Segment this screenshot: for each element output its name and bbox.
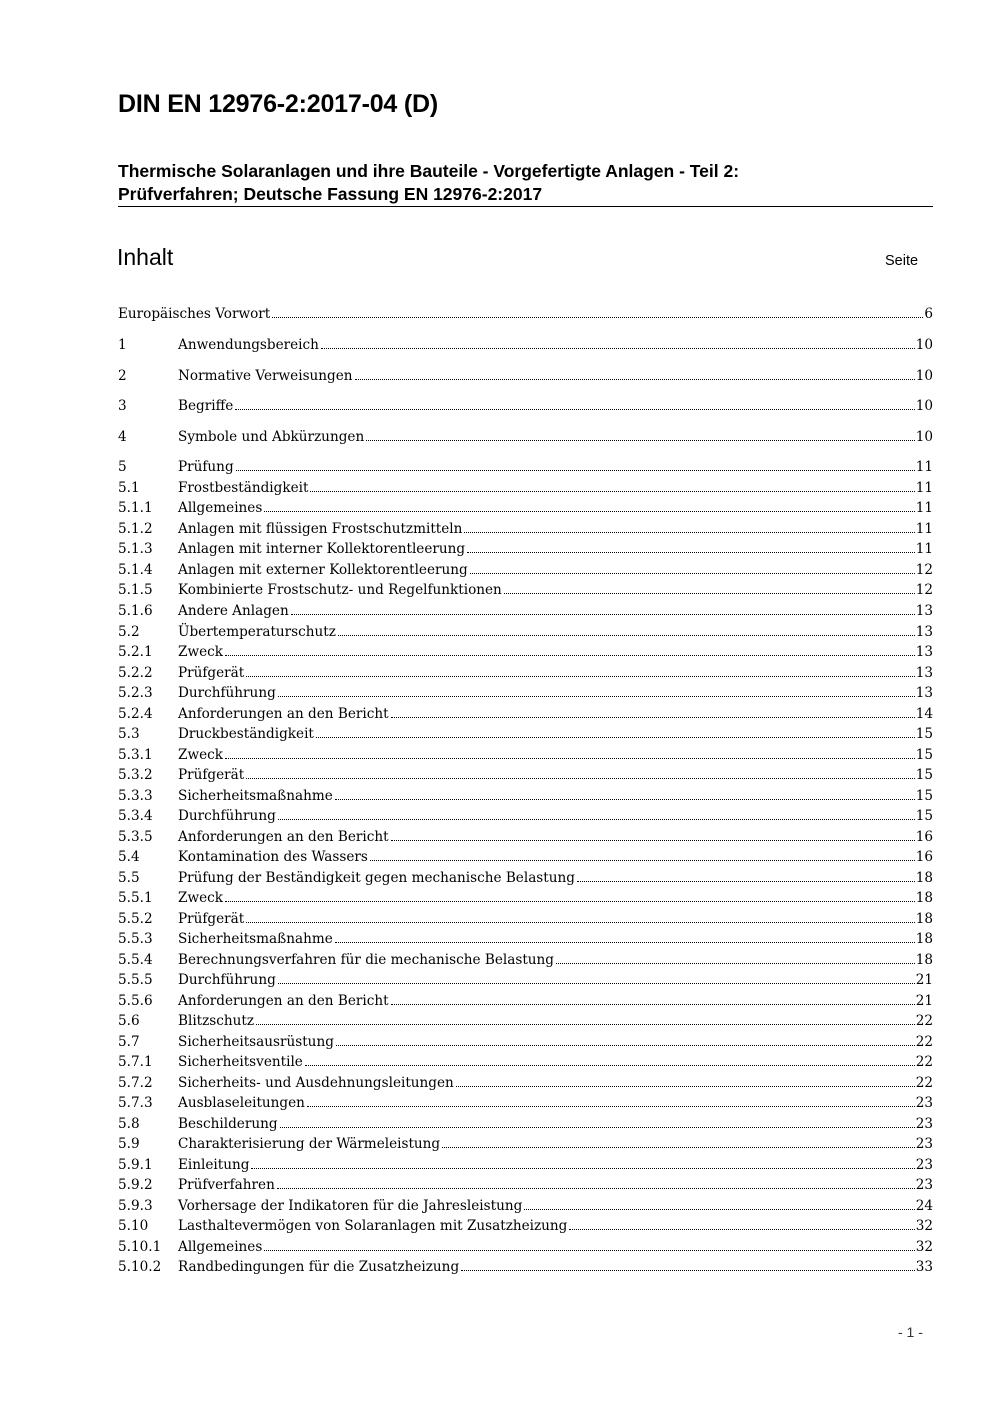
- toc-dot-leader: [280, 1127, 915, 1128]
- toc-entry[interactable]: [118, 743, 933, 763]
- toc-entry-page: 21: [915, 972, 933, 988]
- toc-entry-title: Durchführung: [178, 685, 276, 701]
- toc-entry-number: 5.1.5: [118, 582, 153, 598]
- toc-entry-title: Anforderungen an den Bericht: [178, 829, 389, 845]
- toc-dot-leader: [225, 901, 915, 902]
- toc-entry-title: Übertemperaturschutz: [178, 624, 336, 640]
- toc-dot-leader: [246, 922, 914, 923]
- toc-dot-leader: [456, 1086, 915, 1087]
- title-divider: [118, 206, 933, 207]
- toc-entry-number: 3: [118, 398, 127, 414]
- toc-dot-leader: [335, 799, 915, 800]
- toc-entry-page: 18: [915, 890, 933, 906]
- toc-entry-title: Zweck: [178, 644, 223, 660]
- toc-entry-page: 23: [915, 1177, 933, 1193]
- toc-entry-number: 4: [118, 429, 127, 445]
- toc-entry-number: 5.5.3: [118, 931, 153, 947]
- toc-entry[interactable]: [118, 1030, 933, 1050]
- toc-entry-title: Europäisches Vorwort: [118, 306, 271, 322]
- toc-entry-page: 10: [915, 398, 933, 414]
- toc-dot-leader: [307, 1106, 915, 1107]
- toc-entry-number: 5.3.1: [118, 747, 153, 763]
- toc-entry-title: Symbole und Abkürzungen: [178, 429, 365, 445]
- toc-heading: Inhalt: [117, 244, 174, 270]
- toc-entry-number: 5.1.1: [118, 500, 153, 516]
- toc-entry-page: 15: [915, 788, 933, 804]
- toc-entry-page: 6: [924, 306, 933, 322]
- toc-entry-number: 2: [118, 368, 127, 384]
- toc-dot-leader: [577, 881, 915, 882]
- subtitle-line-1: Thermische Solaranlagen und ihre Bauteile - Vorgefertigte Anlagen - Teil 2:: [118, 161, 740, 181]
- toc-entry-title: Beschilderung: [178, 1116, 278, 1132]
- toc-entry-number: 5.9: [118, 1136, 140, 1152]
- toc-entry-number: 5.10.2: [118, 1259, 162, 1275]
- toc-entry-title: Lasthaltevermögen von Solaranlagen mit Zusatzheizung: [178, 1218, 568, 1234]
- toc-entry-title: Durchführung: [178, 808, 276, 824]
- toc-dot-leader: [235, 409, 914, 410]
- toc-entry-title: Allgemeines: [178, 1239, 263, 1255]
- toc-entry-page: 18: [915, 870, 933, 886]
- toc-entry-page: 23: [915, 1136, 933, 1152]
- toc-entry-number: 5.9.1: [118, 1157, 153, 1173]
- toc-entry-page: 11: [915, 521, 933, 537]
- toc-entry-title: Prüfung der Beständigkeit gegen mechanische Belastung: [178, 870, 575, 886]
- toc-entry-title: Sicherheits- und Ausdehnungsleitungen: [178, 1075, 454, 1091]
- toc-entry[interactable]: [118, 537, 933, 557]
- toc-entry-number: 5.7.2: [118, 1075, 153, 1091]
- toc-entry-number: 5.5.2: [118, 911, 153, 927]
- toc-dot-leader: [461, 1270, 915, 1271]
- toc-entry-number: 5.8: [118, 1116, 140, 1132]
- toc-entry-number: 5.5.6: [118, 993, 153, 1009]
- toc-dot-leader: [264, 511, 914, 512]
- toc-entry-page: 14: [915, 706, 933, 722]
- toc-entry-number: 5.10: [118, 1218, 149, 1234]
- toc-entry-number: 5.3: [118, 726, 140, 742]
- toc-entry-title: Sicherheitsausrüstung: [178, 1034, 334, 1050]
- toc-entry-title: Einleitung: [178, 1157, 250, 1173]
- toc-entry-title: Druckbeständigkeit: [178, 726, 314, 742]
- toc-entry-page: 32: [915, 1239, 933, 1255]
- toc-entry-title: Normative Verweisungen: [178, 368, 353, 384]
- toc-dot-leader: [355, 379, 915, 380]
- toc-dot-leader: [256, 1024, 915, 1025]
- toc-dot-leader: [321, 348, 915, 349]
- toc-entry-title: Sicherheitsmaßnahme: [178, 788, 333, 804]
- subtitle-line-2: Prüfverfahren; Deutsche Fassung EN 12976-2:2017: [118, 184, 543, 204]
- toc-dot-leader: [225, 655, 915, 656]
- toc-dot-leader: [391, 717, 915, 718]
- toc-dot-leader: [251, 1168, 914, 1169]
- toc-dot-leader: [277, 1188, 915, 1189]
- toc-entry[interactable]: [118, 681, 933, 701]
- toc-entry-page: 18: [915, 911, 933, 927]
- toc-entry-page: 11: [915, 500, 933, 516]
- toc-entry-number: 5.1.2: [118, 521, 153, 537]
- toc-entry-number: 5.3.5: [118, 829, 153, 845]
- toc-entry-page: 15: [915, 726, 933, 742]
- page-number: - 1 -: [898, 1324, 923, 1340]
- toc-entry-page: 11: [915, 480, 933, 496]
- toc-entry-title: Anlagen mit interner Kollektorentleerung: [178, 541, 466, 557]
- toc-entry[interactable]: [118, 1112, 933, 1132]
- toc-entry[interactable]: [118, 364, 933, 384]
- toc-entry-title: Prüfgerät: [178, 767, 245, 783]
- toc-entry[interactable]: [118, 866, 933, 886]
- toc-entry-number: 5.3.3: [118, 788, 153, 804]
- toc-entry[interactable]: [118, 1255, 933, 1275]
- toc-entry-page: 22: [915, 1034, 933, 1050]
- toc-entry[interactable]: [118, 968, 933, 988]
- toc-entry-number: 5.3.2: [118, 767, 153, 783]
- toc-entry-page: 12: [915, 562, 933, 578]
- toc-entry[interactable]: [118, 927, 933, 947]
- toc-entry-title: Charakterisierung der Wärmeleistung: [178, 1136, 441, 1152]
- toc-entry-page: 23: [915, 1095, 933, 1111]
- toc-entry-number: 5.1.3: [118, 541, 153, 557]
- toc-entry-page: 10: [915, 337, 933, 353]
- toc-entry-page: 22: [915, 1054, 933, 1070]
- toc-dot-leader: [470, 573, 915, 574]
- toc-entry-page: 13: [915, 603, 933, 619]
- toc-entry-title: Begriffe: [178, 398, 234, 414]
- toc-dot-leader: [366, 440, 914, 441]
- toc-entry[interactable]: [118, 722, 933, 742]
- toc-entry-page: 13: [915, 665, 933, 681]
- toc-entry[interactable]: [118, 455, 933, 475]
- toc-entry-page: 11: [915, 459, 933, 475]
- toc-entry-title: Berechnungsverfahren für die mechanische Belastung: [178, 952, 554, 968]
- toc-entry-number: 5: [118, 459, 127, 475]
- toc-entry-page: 12: [915, 582, 933, 598]
- toc-entry[interactable]: [118, 661, 933, 681]
- toc-entry-title: Anwendungsbereich: [178, 337, 319, 353]
- toc-entry-page: 23: [915, 1116, 933, 1132]
- toc-entry-page: 10: [915, 429, 933, 445]
- toc-entry-number: 5.1: [118, 480, 140, 496]
- toc-dot-leader: [305, 1065, 915, 1066]
- toc-dot-leader: [569, 1229, 914, 1230]
- toc-entry[interactable]: [118, 1214, 933, 1234]
- toc-entry[interactable]: [118, 907, 933, 927]
- toc-dot-leader: [467, 552, 915, 553]
- toc-entry[interactable]: [118, 1153, 933, 1173]
- toc-entry-number: 5.4: [118, 849, 140, 865]
- toc-entry-number: 5.2.3: [118, 685, 153, 701]
- toc-dot-leader: [272, 317, 923, 318]
- toc-entry-title: Durchführung: [178, 972, 276, 988]
- toc-entry-title: Allgemeines: [178, 500, 263, 516]
- toc-entry[interactable]: [118, 886, 933, 906]
- toc-dot-leader: [278, 983, 915, 984]
- toc-entry-number: 5.5.1: [118, 890, 153, 906]
- toc-entry-number: 5.10.1: [118, 1239, 162, 1255]
- toc-entry-number: 5.5: [118, 870, 140, 886]
- toc-entry-title: Sicherheitsventile: [178, 1054, 303, 1070]
- toc-entry-number: 5.1.6: [118, 603, 153, 619]
- toc-page-column-label: Seite: [885, 253, 919, 269]
- toc-entry[interactable]: [118, 640, 933, 660]
- toc-entry-title: Anforderungen an den Bericht: [178, 993, 389, 1009]
- toc-dot-leader: [246, 676, 914, 677]
- toc-entry-page: 15: [915, 767, 933, 783]
- toc-entry-title: Zweck: [178, 747, 223, 763]
- toc-entry-title: Anforderungen an den Bericht: [178, 706, 389, 722]
- toc-entry-title: Prüfgerät: [178, 911, 245, 927]
- toc-entry[interactable]: [118, 394, 933, 414]
- toc-entry[interactable]: [118, 599, 933, 619]
- toc-entry[interactable]: [118, 702, 933, 722]
- toc-entry[interactable]: [118, 302, 933, 322]
- toc-entry-number: 5.2.2: [118, 665, 153, 681]
- toc-entry[interactable]: [118, 517, 933, 537]
- document-title: DIN EN 12976-2:2017-04 (D): [118, 90, 438, 118]
- toc-entry-title: Zweck: [178, 890, 223, 906]
- toc-entry-number: 5.7: [118, 1034, 140, 1050]
- toc-entry[interactable]: [118, 989, 933, 1009]
- toc-entry-number: 5.5.5: [118, 972, 153, 988]
- toc-dot-leader: [246, 778, 914, 779]
- toc-entry[interactable]: [118, 496, 933, 516]
- toc-entry[interactable]: [118, 476, 933, 496]
- toc-entry-page: 33: [915, 1259, 933, 1275]
- toc-entry[interactable]: [118, 578, 933, 598]
- toc-entry[interactable]: [118, 804, 933, 824]
- toc-dot-leader: [370, 860, 915, 861]
- toc-entry-number: 5.3.4: [118, 808, 153, 824]
- document-subtitle: [118, 160, 933, 206]
- toc-entry-page: 15: [915, 747, 933, 763]
- toc-entry[interactable]: [118, 763, 933, 783]
- toc-entry[interactable]: [118, 1071, 933, 1091]
- toc-entry-title: Prüfung: [178, 459, 234, 475]
- toc-dot-leader: [442, 1147, 915, 1148]
- toc-dot-leader: [335, 942, 915, 943]
- toc-entry[interactable]: [118, 558, 933, 578]
- toc-entry[interactable]: [118, 1050, 933, 1070]
- toc-dot-leader: [556, 963, 915, 964]
- toc-entry-title: Prüfverfahren: [178, 1177, 275, 1193]
- toc-entry-number: 5.9.2: [118, 1177, 153, 1193]
- toc-entry-page: 10: [915, 368, 933, 384]
- toc-dot-leader: [391, 1004, 915, 1005]
- toc-dot-leader: [236, 470, 915, 471]
- toc-entry[interactable]: [118, 620, 933, 640]
- toc-entry-title: Randbedingungen für die Zusatzheizung: [178, 1259, 460, 1275]
- toc-entry-title: Anlagen mit flüssigen Frostschutzmitteln: [178, 521, 463, 537]
- toc-entry-page: 18: [915, 952, 933, 968]
- toc-dot-leader: [225, 758, 915, 759]
- toc-entry-number: 5.7.1: [118, 1054, 153, 1070]
- toc-entry[interactable]: [118, 825, 933, 845]
- toc-dot-leader: [316, 737, 915, 738]
- toc-entry-page: 21: [915, 993, 933, 1009]
- toc-entry-number: 5.7.3: [118, 1095, 153, 1111]
- toc-dot-leader: [504, 593, 915, 594]
- toc-dot-leader: [278, 819, 915, 820]
- toc-dot-leader: [464, 532, 914, 533]
- toc-entry[interactable]: [118, 425, 933, 445]
- toc-entry-number: 5.9.3: [118, 1198, 153, 1214]
- toc-entry-number: 5.1.4: [118, 562, 153, 578]
- toc-dot-leader: [310, 491, 914, 492]
- toc-entry-page: 22: [915, 1075, 933, 1091]
- toc-entry[interactable]: [118, 1009, 933, 1029]
- toc-entry-page: 16: [915, 829, 933, 845]
- toc-entry-number: 5.5.4: [118, 952, 153, 968]
- toc-entry-number: 1: [118, 337, 127, 353]
- toc-entry-title: Anlagen mit externer Kollektorentleerung: [178, 562, 468, 578]
- toc-entry-title: Ausblaseleitungen: [178, 1095, 305, 1111]
- toc-entry[interactable]: [118, 1091, 933, 1111]
- toc-entry-page: 11: [915, 541, 933, 557]
- toc-entry-number: 5.2: [118, 624, 140, 640]
- toc-entry-title: Andere Anlagen: [178, 603, 289, 619]
- toc-dot-leader: [278, 696, 915, 697]
- toc-dot-leader: [524, 1209, 914, 1210]
- toc-entry-page: 22: [915, 1013, 933, 1029]
- toc-entry[interactable]: [118, 1235, 933, 1255]
- toc-entry-number: 5.2.1: [118, 644, 153, 660]
- toc-entry-title: Sicherheitsmaßnahme: [178, 931, 333, 947]
- toc-entry-page: 15: [915, 808, 933, 824]
- toc-dot-leader: [291, 614, 915, 615]
- toc-entry-title: Frostbeständigkeit: [178, 480, 309, 496]
- toc-entry-title: Prüfgerät: [178, 665, 245, 681]
- toc-dot-leader: [391, 840, 915, 841]
- toc-entry-title: Blitzschutz: [178, 1013, 255, 1029]
- toc-entry[interactable]: [118, 1132, 933, 1152]
- toc-entry-page: 13: [915, 644, 933, 660]
- toc-entry-page: 24: [915, 1198, 933, 1214]
- toc-entry[interactable]: [118, 784, 933, 804]
- toc-dot-leader: [338, 635, 915, 636]
- toc-entry[interactable]: [118, 1173, 933, 1193]
- toc-entry[interactable]: [118, 1194, 933, 1214]
- toc-dot-leader: [264, 1250, 914, 1251]
- toc-entry-title: Kontamination des Wassers: [178, 849, 368, 865]
- toc-entry-page: 13: [915, 624, 933, 640]
- toc-dot-leader: [336, 1045, 915, 1046]
- toc-entry-page: 18: [915, 931, 933, 947]
- toc-entry[interactable]: [118, 333, 933, 353]
- toc-entry-number: 5.2.4: [118, 706, 153, 722]
- toc-entry-number: 5.6: [118, 1013, 140, 1029]
- toc-entry[interactable]: [118, 845, 933, 865]
- toc-entry[interactable]: [118, 948, 933, 968]
- toc-entry-page: 32: [915, 1218, 933, 1234]
- toc-entry-title: Kombinierte Frostschutz- und Regelfunktionen: [178, 582, 502, 598]
- toc-entry-page: 13: [915, 685, 933, 701]
- toc-entry-title: Vorhersage der Indikatoren für die Jahresleistung: [178, 1198, 523, 1214]
- toc-entry-page: 23: [915, 1157, 933, 1173]
- toc-entry-page: 16: [915, 849, 933, 865]
